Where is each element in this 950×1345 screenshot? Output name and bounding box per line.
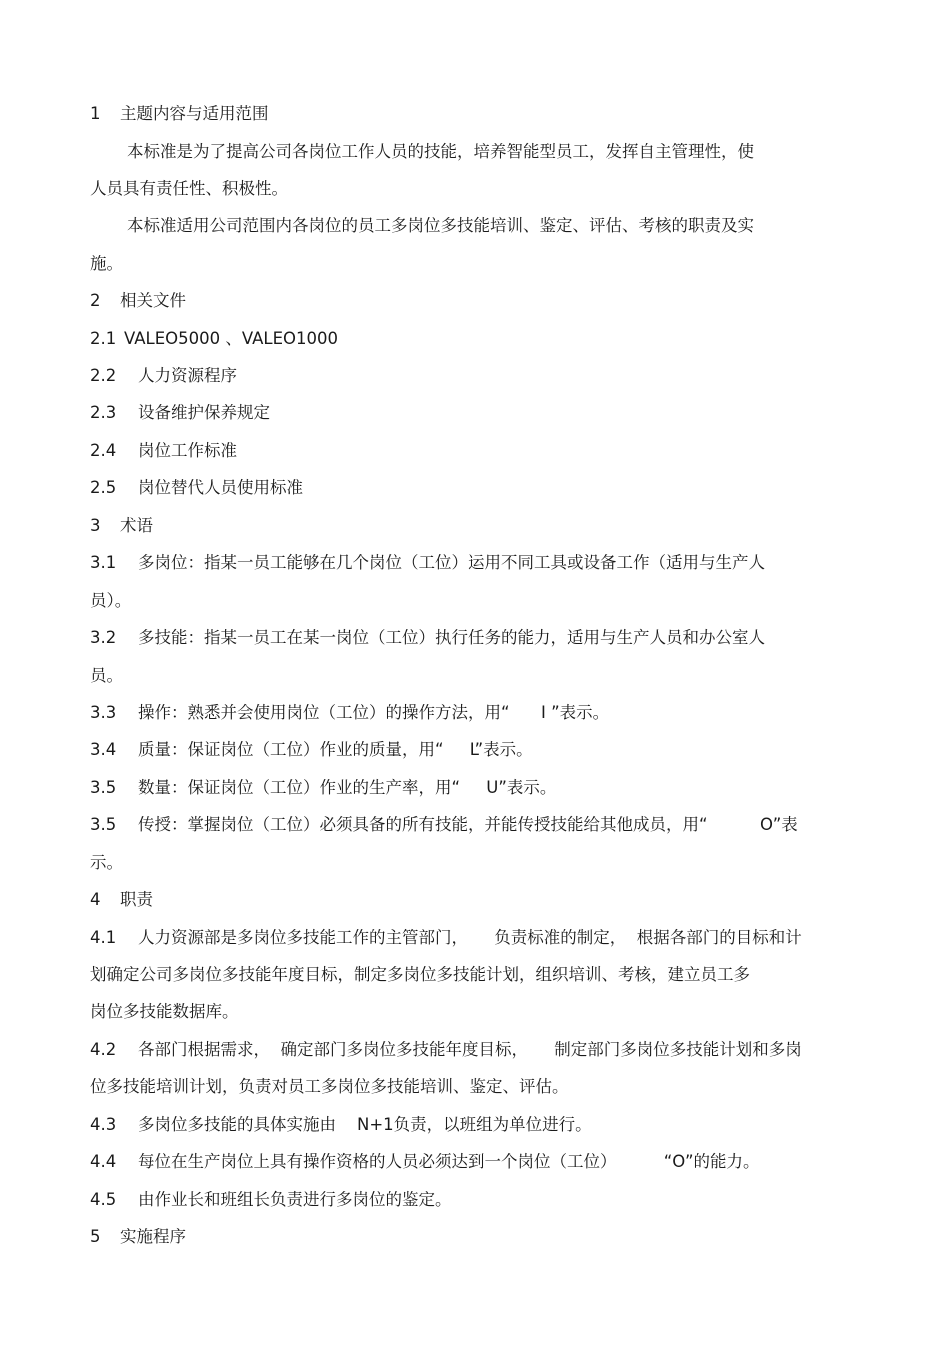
list-item: [90, 551, 765, 575]
item-continuation: 划确定公司多岗位多技能年度目标，制定多岗位多技能计划，组织培训、考核，建立员工多: [90, 965, 750, 984]
item-number: 3.2: [90, 628, 117, 647]
list-item: [90, 439, 237, 463]
list-item: [90, 364, 237, 388]
item-text: 多岗位：指某一员工能够在几个岗位（工位）运用不同工具或设备工作（适用与生产人: [138, 553, 765, 572]
item-continuation: 示。: [90, 853, 123, 872]
item-number: 3.4: [90, 740, 117, 759]
list-item: [90, 401, 270, 425]
section-number: 3: [90, 516, 101, 535]
section-title: 相关文件: [120, 291, 186, 310]
paragraph-line: 本标准是为了提高公司各岗位工作人员的技能，培养智能型员工，发挥自主管理性，使: [127, 142, 754, 161]
item-number: 3.5: [90, 778, 117, 797]
item-number: 4.1: [90, 928, 117, 947]
section-title: 实施程序: [120, 1227, 186, 1246]
item-text: 数量：保证岗位（工位）作业的生产率，用“ U”表示。: [138, 778, 557, 797]
item-text: 每位在生产岗位上具有操作资格的人员必须达到一个岗位（工位） “O”的能力。: [138, 1152, 760, 1171]
list-item: [90, 327, 338, 351]
item-number: 2.2: [90, 366, 117, 385]
item-text: 设备维护保养规定: [138, 403, 270, 422]
list-item: [90, 738, 533, 762]
item-text: 质量：保证岗位（工位）作业的质量，用“ L”表示。: [138, 740, 533, 759]
section-number: 2: [90, 291, 101, 310]
list-item: [90, 813, 798, 837]
section-heading: [90, 102, 269, 126]
section-heading: [90, 514, 153, 538]
section-heading: [90, 1225, 186, 1249]
section-heading: [90, 289, 186, 313]
item-text: 多岗位多技能的具体实施由 N+1负责，以班组为单位进行。: [138, 1115, 592, 1134]
item-continuation: 员。: [90, 666, 123, 685]
item-text: 各部门根据需求， 确定部门多岗位多技能年度目标， 制定部门多岗位多技能计划和多岗: [138, 1040, 802, 1059]
item-text: 操作：熟悉并会使用岗位（工位）的操作方法，用“ I ”表示。: [138, 703, 610, 722]
section-title: 术语: [120, 516, 153, 535]
item-text: 人力资源部是多岗位多技能工作的主管部门， 负责标准的制定， 根据各部门的目标和计: [138, 928, 802, 947]
item-number: 2.5: [90, 478, 117, 497]
list-item: [90, 701, 609, 725]
item-text: VALEO5000 、VALEO1000: [124, 329, 338, 348]
list-item: [90, 1188, 452, 1212]
paragraph-line: 本标准适用公司范围内各岗位的员工多岗位多技能培训、鉴定、评估、考核的职责及实: [127, 216, 754, 235]
item-number: 3.3: [90, 703, 117, 722]
section-title: 主题内容与适用范围: [120, 104, 269, 123]
item-number: 4.2: [90, 1040, 117, 1059]
section-number: 5: [90, 1227, 101, 1246]
list-item: [90, 1150, 760, 1174]
list-item: [90, 626, 765, 650]
item-number: 2.4: [90, 441, 117, 460]
item-continuation: 员）。: [90, 591, 132, 610]
section-number: 4: [90, 890, 101, 909]
item-number: 2.1: [90, 329, 117, 348]
item-text: 传授：掌握岗位（工位）必须具备的所有技能，并能传授技能给其他成员，用“ O”表: [138, 815, 798, 834]
item-number: 4.4: [90, 1152, 117, 1171]
item-text: 人力资源程序: [138, 366, 237, 385]
list-item: [90, 1038, 802, 1062]
list-item: [90, 926, 802, 950]
list-item: [90, 1113, 592, 1137]
section-heading: [90, 888, 153, 912]
item-continuation: 岗位多技能数据库。: [90, 1002, 239, 1021]
section-title: 职责: [120, 890, 153, 909]
item-number: 3.1: [90, 553, 117, 572]
section-number: 1: [90, 104, 101, 123]
item-number: 2.3: [90, 403, 117, 422]
item-text: 由作业长和班组长负责进行多岗位的鉴定。: [138, 1190, 452, 1209]
item-number: 4.3: [90, 1115, 117, 1134]
item-number: 4.5: [90, 1190, 117, 1209]
paragraph-line: 施。: [90, 254, 123, 273]
list-item: [90, 476, 303, 500]
list-item: [90, 776, 556, 800]
paragraph-line: 人员具有责任性、积极性。: [90, 179, 288, 198]
item-text: 岗位工作标准: [138, 441, 237, 460]
item-continuation: 位多技能培训计划，负责对员工多岗位多技能培训、鉴定、评估。: [90, 1077, 569, 1096]
item-number: 3.5: [90, 815, 117, 834]
item-text: 多技能：指某一员工在某一岗位（工位）执行任务的能力，适用与生产人员和办公室人: [138, 628, 765, 647]
item-text: 岗位替代人员使用标准: [138, 478, 303, 497]
